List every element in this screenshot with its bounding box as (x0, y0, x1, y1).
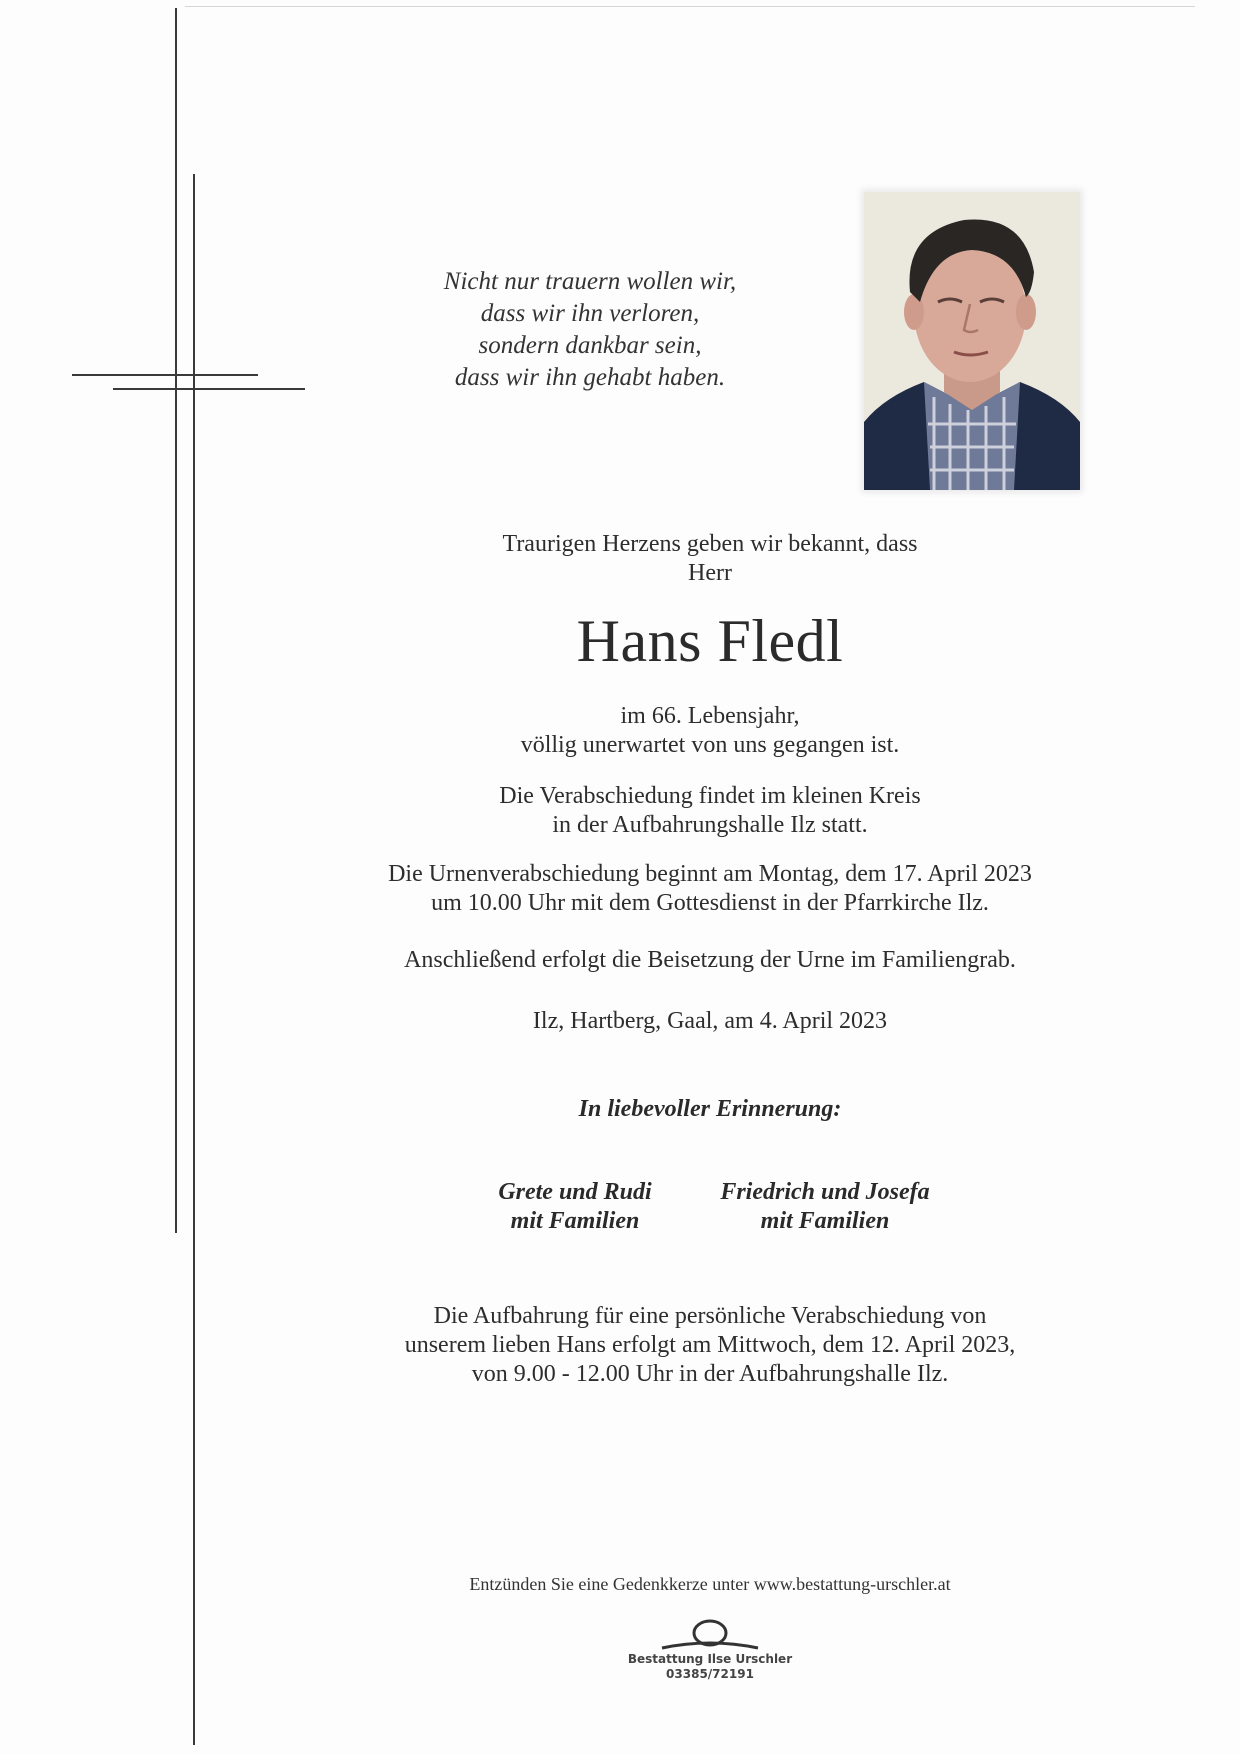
family-names: Grete und Rudi (498, 1179, 652, 1205)
viewing-line: von 9.00 - 12.00 Uhr in der Aufbahrungshalle Ilz. (471, 1361, 949, 1387)
poem-line: dass wir ihn gehabt haben. (454, 364, 726, 391)
age-statement (320, 702, 1100, 760)
memory-heading: In liebevoller Erinnerung: (578, 1096, 842, 1122)
age-line: im 66. Lebensjahr, (620, 703, 800, 729)
viewing-info (320, 1302, 1100, 1389)
intro-title: Herr (688, 560, 732, 586)
funeral-home-info (560, 1652, 860, 1682)
burial-info (320, 946, 1100, 975)
cross-vertical-bar-1 (175, 8, 177, 1233)
deceased-name: Hans Fledl (576, 608, 844, 674)
intro-line: Traurigen Herzens geben wir bekannt, dass (502, 531, 918, 557)
funeral-home-name: Bestattung Ilse Urschler (627, 1652, 793, 1666)
farewell-info (320, 782, 1100, 840)
family-names: Friedrich und Josefa (720, 1179, 930, 1205)
announcement-intro (320, 530, 1100, 588)
cross-horizontal-bar-1 (72, 374, 258, 376)
viewing-line: unserem lieben Hans erfolgt am Mittwoch, dem 12. April 2023, (404, 1332, 1016, 1358)
urn-farewell-info (320, 860, 1100, 918)
funeral-home-phone: 03385/72191 (666, 1667, 754, 1681)
candle-note: Entzünden Sie eine Gedenkkerze unter www.bestattung-urschler.at (469, 1574, 951, 1594)
place-date-line: Ilz, Hartberg, Gaal, am 4. April 2023 (532, 1008, 888, 1034)
farewell-line: Die Verabschiedung findet im kleinen Kreis (499, 783, 921, 809)
viewing-line: Die Aufbahrung für eine persönliche Verabschiedung von (433, 1303, 987, 1329)
poem-line: sondern dankbar sein, (478, 332, 702, 359)
farewell-line: in der Aufbahrungshalle Ilz statt. (552, 812, 868, 838)
portrait-photo (864, 192, 1080, 490)
family-group-right (690, 1178, 960, 1236)
poem-line: dass wir ihn verloren, (480, 300, 700, 327)
memorial-poem (380, 266, 800, 394)
urn-line: Die Urnenverabschiedung beginnt am Montag, dem 17. April 2023 (388, 861, 1032, 887)
place-date (320, 1007, 1100, 1036)
family-suffix: mit Familien (510, 1208, 640, 1234)
poem-line: Nicht nur trauern wollen wir, (443, 268, 737, 295)
family-group-left (470, 1178, 680, 1236)
cross-vertical-bar-2 (193, 174, 195, 1745)
passing-line: völlig unerwartet von uns gegangen ist. (520, 732, 900, 758)
urn-line: um 10.00 Uhr mit dem Gottesdienst in der Pfarrkirche Ilz. (431, 890, 989, 916)
family-suffix: mit Familien (760, 1208, 890, 1234)
cross-horizontal-bar-2 (113, 388, 305, 390)
burial-line: Anschließend erfolgt die Beisetzung der Urne im Familiengrab. (404, 947, 1016, 973)
top-border-line (185, 6, 1195, 7)
